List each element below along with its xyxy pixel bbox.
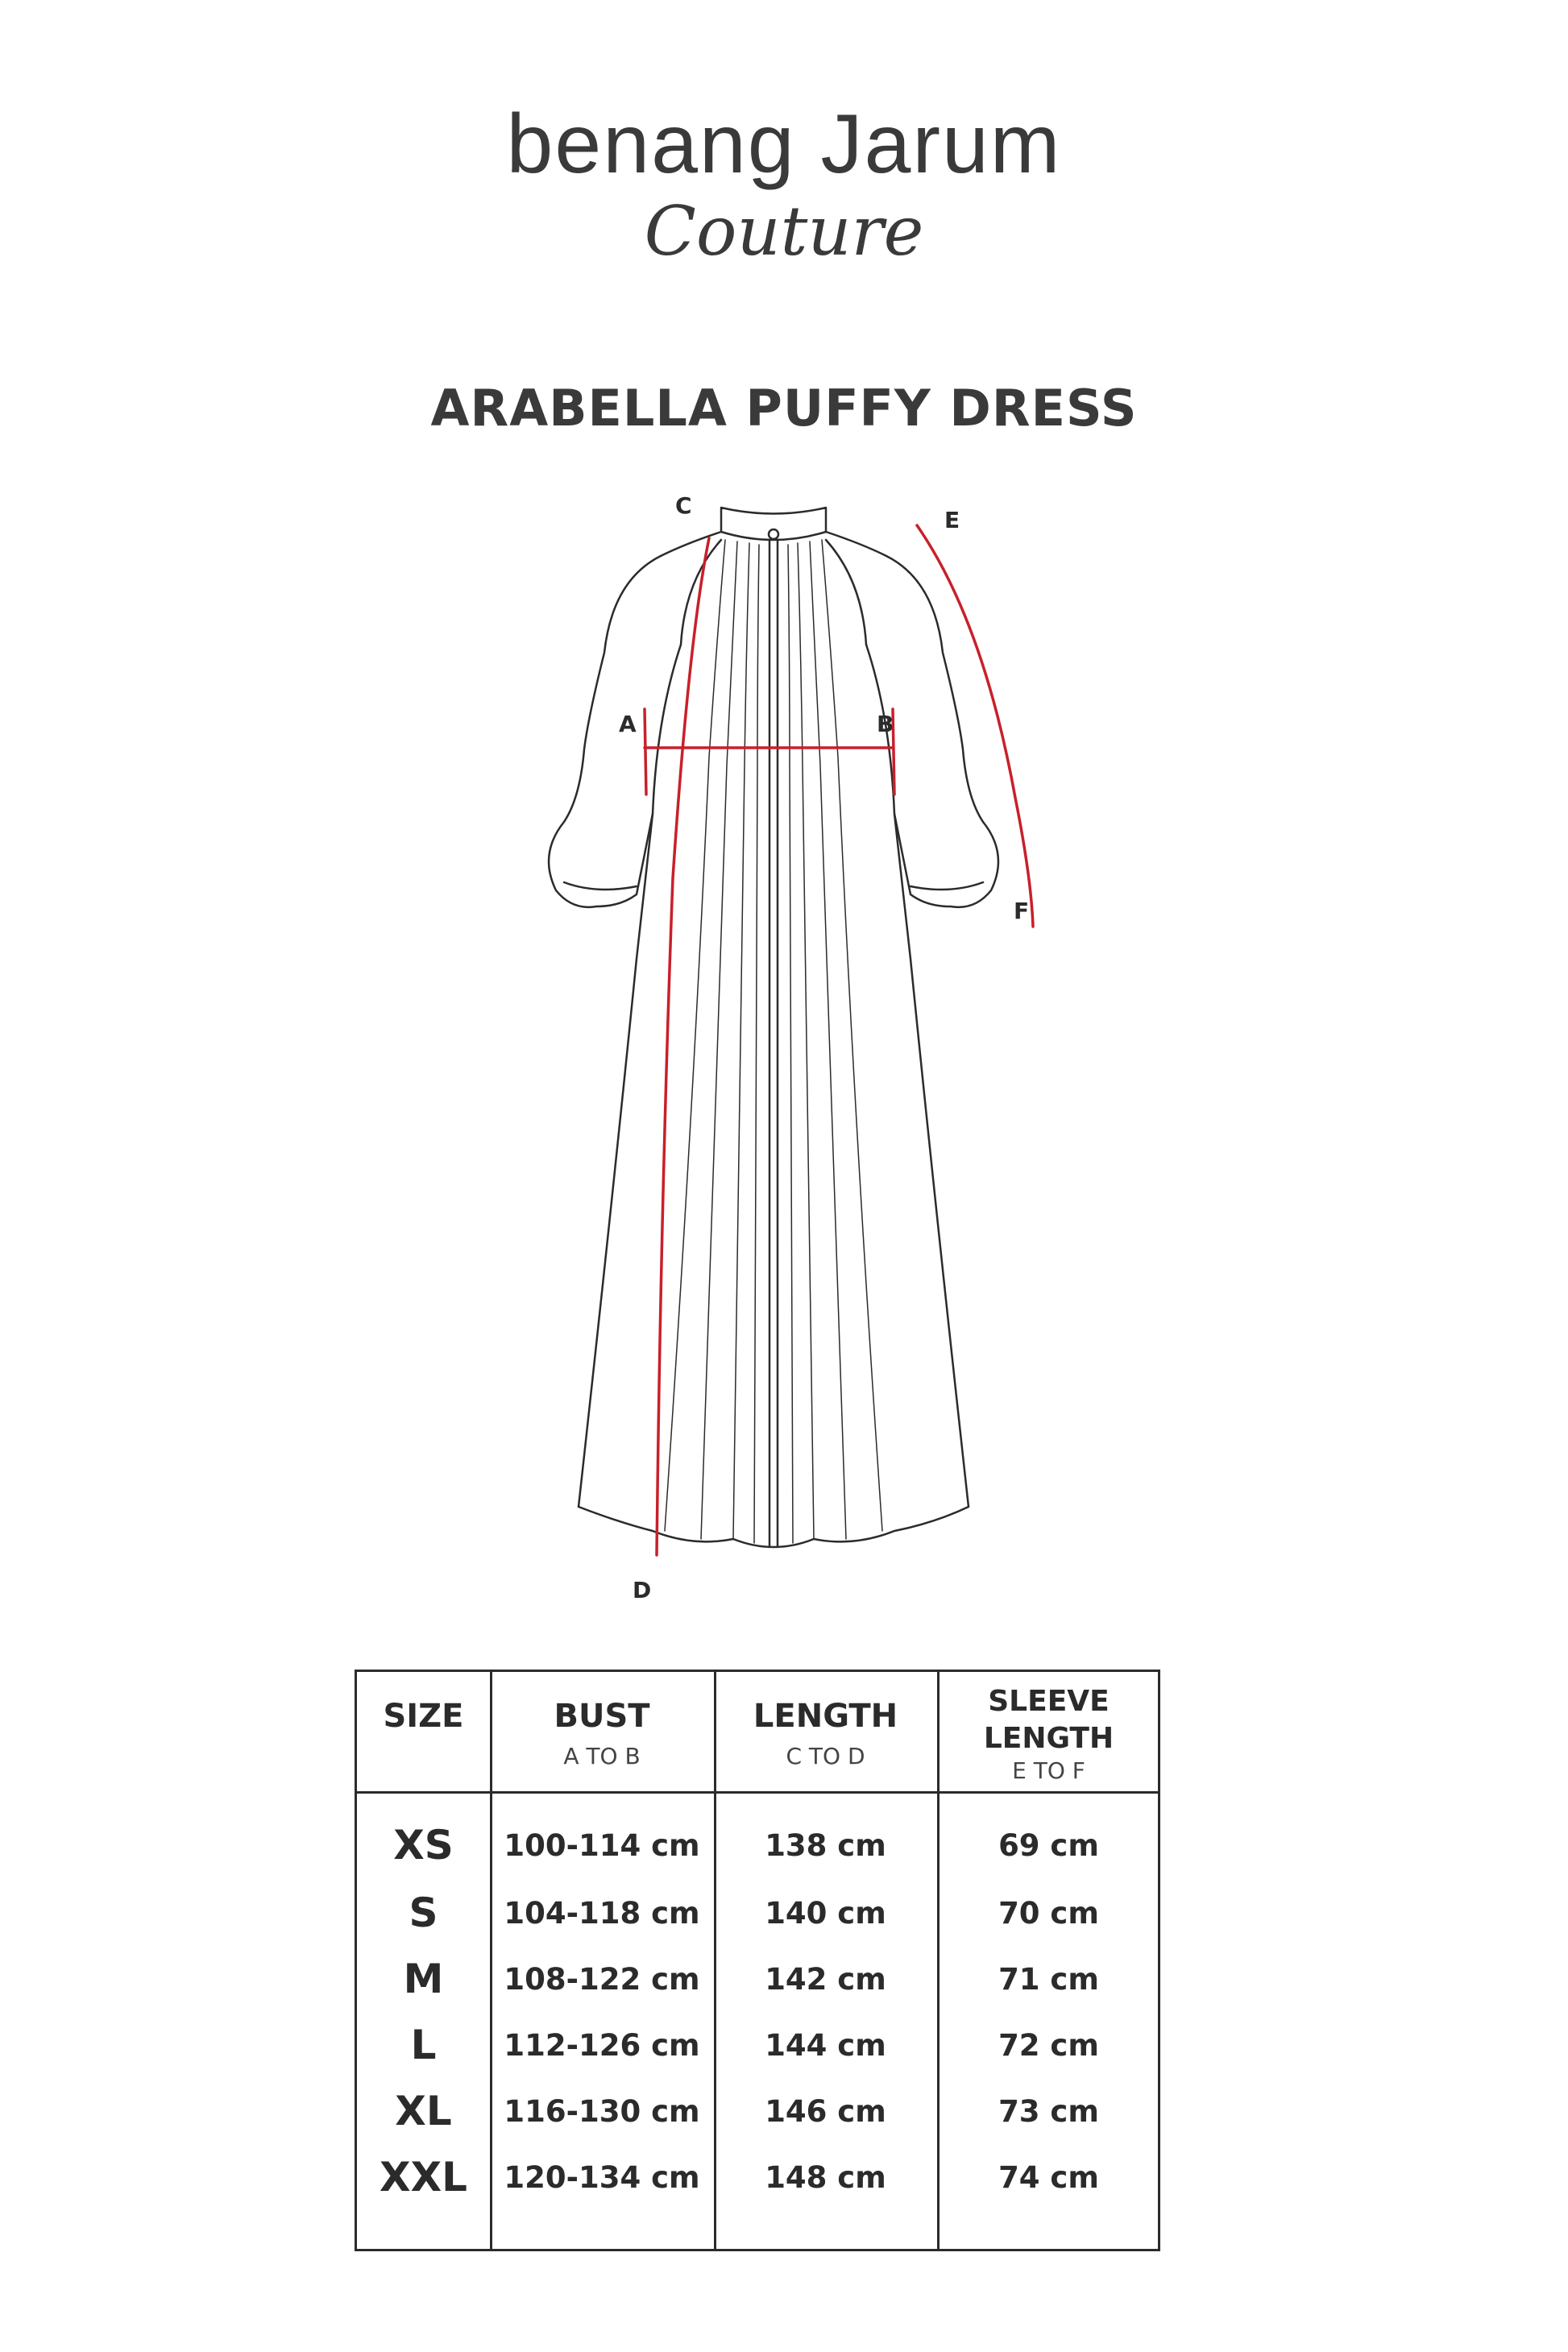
measure-label-a: A (619, 711, 637, 737)
measure-label-f: F (1014, 898, 1030, 924)
bust-cell: 104-118 cm (504, 1896, 700, 1931)
sleeve-cell: 73 cm (998, 2094, 1099, 2129)
bust-cell: 116-130 cm (504, 2094, 700, 2129)
gather-lines (665, 540, 882, 1543)
measure-label-c: C (675, 492, 692, 519)
size-cell: XS (393, 1822, 454, 1869)
size-cell: XL (395, 2088, 452, 2134)
length-measure-line (657, 538, 709, 1555)
length-cell: 142 cm (765, 1962, 886, 1997)
collar-button (769, 529, 778, 539)
bust-cell: 100-114 cm (504, 1828, 700, 1863)
product-title: ARABELLA PUFFY DRESS (430, 379, 1138, 438)
bust-cell: 120-134 cm (504, 2160, 700, 2195)
brand-logo (0, 0, 1568, 322)
bodice-right-side (894, 814, 969, 1507)
length-cell: 138 cm (765, 1828, 886, 1863)
bust-cell: 112-126 cm (504, 2028, 700, 2063)
bodice-outline (681, 540, 866, 645)
header-size: SIZE (383, 1698, 464, 1735)
bodice-left-side (579, 814, 653, 1507)
dress-illustration (516, 475, 1080, 1620)
length-cell: 146 cm (765, 2094, 886, 2129)
dress-sketch (516, 475, 1080, 1620)
shoulder-outline (661, 532, 886, 556)
measure-label-d: D (633, 1577, 652, 1603)
sleeve-cell: 70 cm (998, 1896, 1099, 1931)
sleeve-cell: 69 cm (998, 1828, 1099, 1863)
brand-subtitle: Couture (644, 192, 924, 271)
brand-name: benang Jarum (506, 97, 1062, 191)
placket-line (769, 540, 778, 1547)
header-sleeve-line2: LENGTH (983, 1722, 1114, 1755)
sleeve-cell: 71 cm (998, 1962, 1099, 1997)
left-sleeve-cuff (564, 882, 637, 890)
header-bust: BUST (554, 1698, 650, 1735)
collar-outline (721, 508, 826, 540)
header-length: LENGTH (753, 1698, 898, 1735)
header-length-sub: C TO D (786, 1743, 865, 1769)
sleeve-cell: 74 cm (998, 2160, 1099, 2195)
size-cell: S (409, 1889, 438, 1936)
sleeve-measure-line (917, 525, 1033, 927)
table-header-divider (357, 1791, 1158, 1794)
hem-outline (579, 1507, 969, 1547)
measure-label-b: B (877, 711, 894, 737)
right-sleeve-cuff (911, 882, 983, 890)
header-bust-sub: A TO B (563, 1743, 641, 1769)
length-cell: 148 cm (765, 2160, 886, 2195)
left-sleeve-outline (549, 556, 681, 907)
size-cell: M (403, 1956, 444, 2002)
size-cell: XXL (380, 2154, 467, 2201)
sleeve-cell: 72 cm (998, 2028, 1099, 2063)
bust-cell: 108-122 cm (504, 1962, 700, 1997)
length-cell: 140 cm (765, 1896, 886, 1931)
header-sleeve-sub: E TO F (1012, 1757, 1085, 1784)
length-cell: 144 cm (765, 2028, 886, 2063)
measure-label-e: E (944, 507, 960, 533)
size-chart-table (355, 1670, 1160, 2251)
size-cell: L (410, 2022, 437, 2068)
bust-left-tick (645, 709, 646, 794)
header-sleeve-line1: SLEEVE (988, 1685, 1110, 1718)
